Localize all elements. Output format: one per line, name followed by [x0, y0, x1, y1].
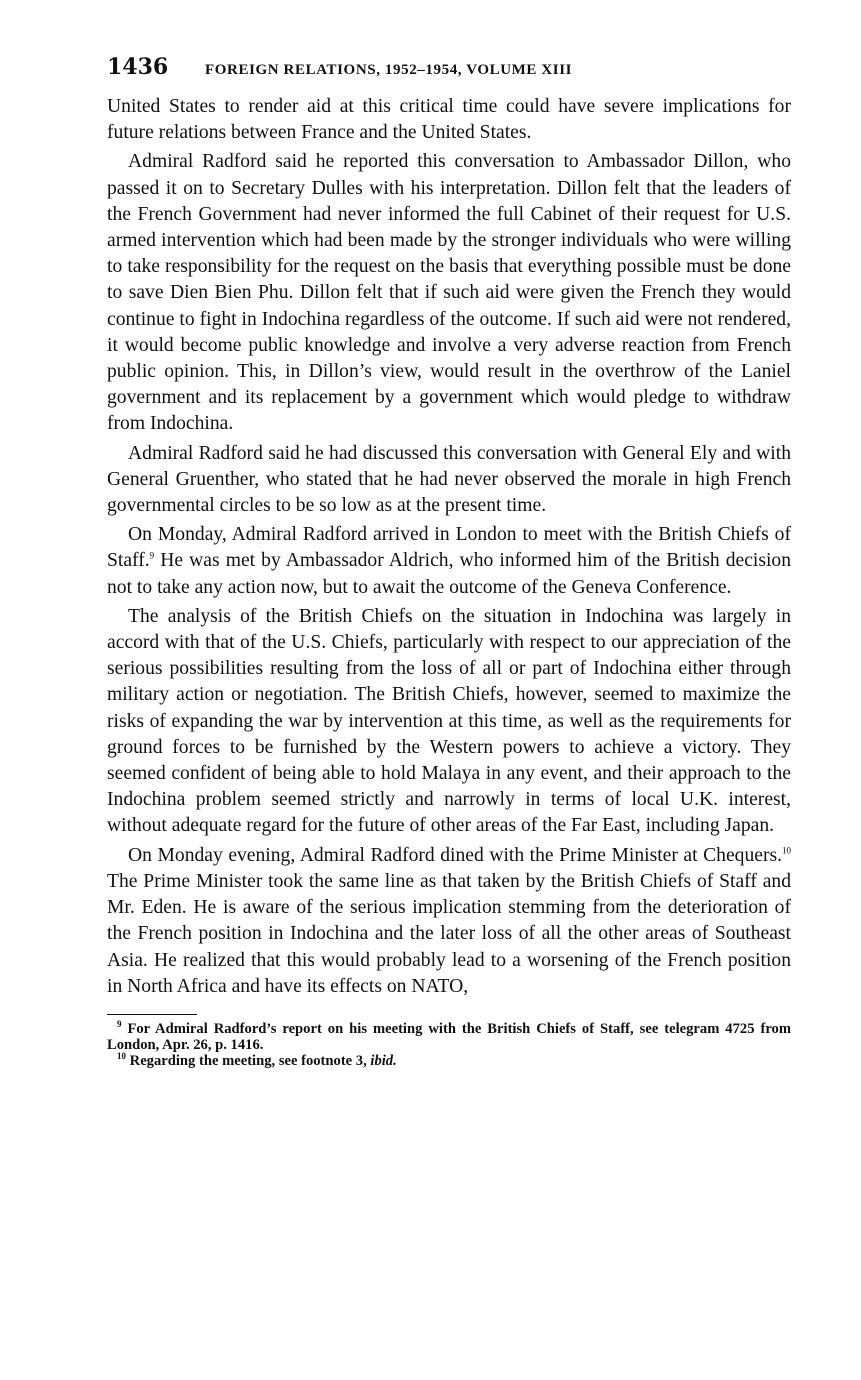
footnote-marker: 9	[117, 1019, 122, 1030]
footnotes	[107, 1021, 791, 1069]
footnote-divider	[107, 1014, 197, 1015]
paragraph	[107, 843, 791, 1000]
footnote-text: Regarding the meeting, see footnote 3,	[129, 1052, 371, 1069]
document-page	[107, 54, 791, 1069]
page-number: 1436	[107, 54, 169, 80]
footnote-text: For Admiral Radford’s report on his meeting with the British Chiefs of Staff, see telegram 4725 from London, Apr. 26, p. 1416.	[107, 1020, 791, 1053]
footnote-marker: 10	[117, 1051, 126, 1062]
paragraph-text: He was met by Ambassador Aldrich, who informed him of the British decision not to take any action now, but to await the outcome of the Geneva Conference.	[107, 550, 791, 598]
paragraph: Admiral Radford said he reported this conversation to Ambassador Dillon, who passed it on to Secretary Dulles with his interpretation. Dillon felt that the leaders of the French Government had never informed the full Cabinet of their request for U.S. armed intervention which had been made by the stronger individuals who were willing to take responsibility for the request on the basis that everything possible must be done to save Dien Bien Phu. Dillon felt that if such aid were given the French they would continue to fight in Indochina regardless of the outcome. If such aid were not rendered, it would become public knowledge and involve a very adverse reaction from French public opinion. This, in Dillon’s view, would result in the overthrow of the Laniel government and its replacement by a government which would pledge to withdraw from Indochina.	[107, 151, 791, 435]
paragraph-text: On Monday, Admiral Radford arrived in London to meet with the British Chiefs of Staff.	[107, 524, 791, 572]
footnote	[107, 1053, 791, 1069]
paragraph: The analysis of the British Chiefs on the situation in Indochina was largely in accord with that of the U.S. Chiefs, particularly with respect to our appreciation of the serious possibilities resulting from the loss of all or part of Indochina either through military action or negotiation. The British Chiefs, however, seemed to maximize the risks of expanding the war by intervention at this time, as well as the requirements for ground forces to be furnished by the Western powers to achieve a victory. They seemed confident of being able to hold Malaya in any event, and their approach to the Indochina problem seemed strictly and narrowly in terms of local U.K. interest, without adequate regard for the future of other areas of the Far East, including Japan.	[107, 605, 791, 837]
footnote	[107, 1021, 791, 1053]
paragraph: Admiral Radford said he had discussed this conversation with General Ely and with General Gruenther, who stated that he had never observed the morale in high French governmental circles to be so low as at the present time.	[107, 442, 791, 517]
paragraph-text: On Monday evening, Admiral Radford dined with the Prime Minister at Chequers.	[128, 844, 782, 866]
footnote-reference: 10	[782, 845, 791, 856]
paragraph-text: The Prime Minister took the same line as that taken by the British Chiefs of Staff and Mr. Eden. He is aware of the serious implication stemming from the deterioration of the French position in Indochina and the later loss of all the other areas of Southeast Asia. He realized that this would probably lead to a worsening of the French position in North Africa and have its effects on NATO,	[107, 870, 791, 997]
paragraph	[107, 522, 791, 601]
footnote-reference: 9	[149, 550, 155, 561]
body-text	[107, 94, 791, 1000]
page-header	[107, 54, 791, 94]
paragraph: United States to render aid at this critical time could have severe implications for future relations between France and the United States.	[107, 96, 791, 144]
footnote-italic: ibid.	[370, 1052, 397, 1069]
running-head: FOREIGN RELATIONS, 1952–1954, VOLUME XIII	[205, 62, 573, 78]
